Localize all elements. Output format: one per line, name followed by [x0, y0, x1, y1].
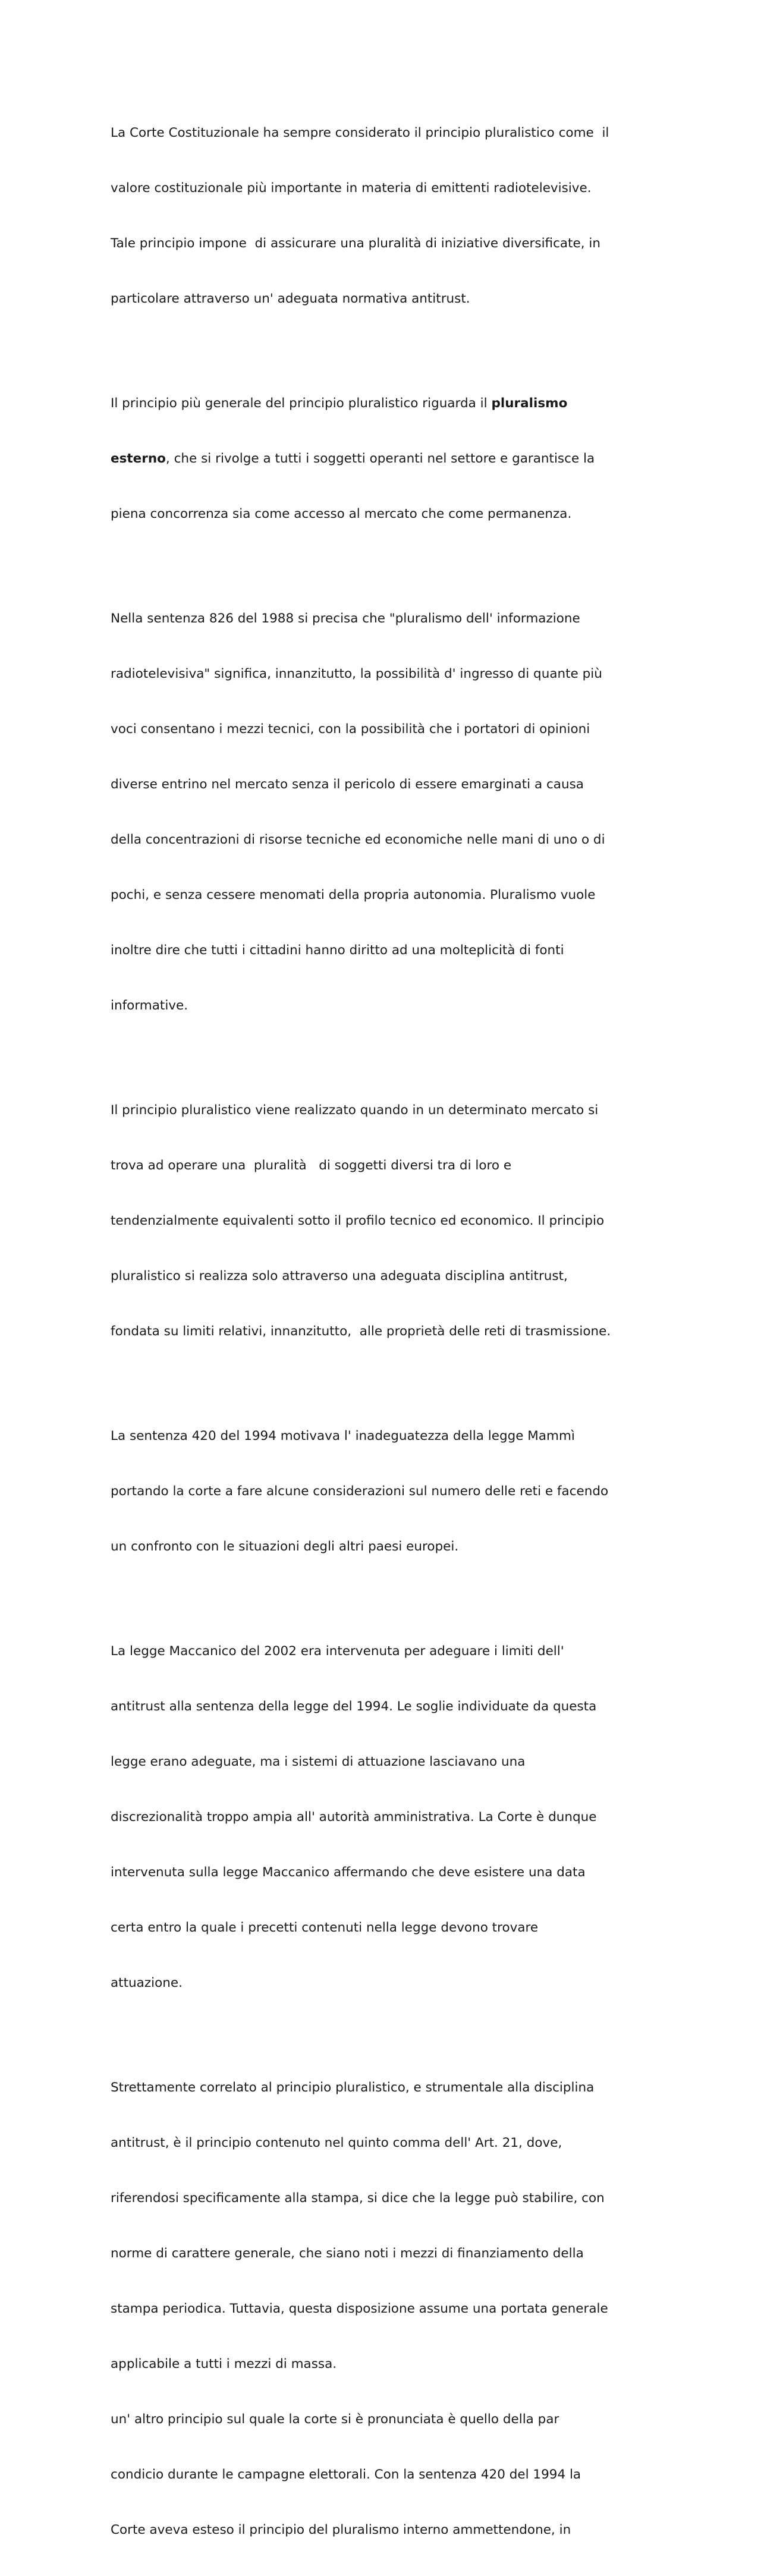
- text-line: Corte aveva esteso il principio del pluralismo interno ammettendone, in: [111, 2522, 571, 2537]
- text-line: particolare attraverso un' adeguata normativa antitrust.: [111, 291, 470, 306]
- text-line: norme di carattere generale, che siano noti i mezzi di finanziamento della: [111, 2246, 584, 2261]
- document-page: [111, 87, 646, 2576]
- text-line: piena concorrenza sia come accesso al mercato che come permanenza.: [111, 507, 572, 521]
- text-line: La Corte Costituzionale ha sempre considerato il principio pluralistico come il: [111, 125, 609, 140]
- bold-term: pluralismo: [491, 396, 568, 411]
- text-line: antitrust alla sentenza della legge del 1994. Le soglie individuate da questa: [111, 1699, 597, 1714]
- text-line: antitrust, è il principio contenuto nel quinto comma dell' Art. 21, dove,: [111, 2135, 562, 2150]
- paragraph-6: [111, 1605, 646, 2029]
- text-line: La legge Maccanico del 2002 era intervenuta per adeguare i limiti dell': [111, 1644, 564, 1659]
- text-line: legge erano adeguate, ma i sistemi di attuazione lasciavano una: [111, 1754, 526, 1769]
- text-line: condicio durante le campagne elettorali. Con la sentenza 420 del 1994 la: [111, 2467, 581, 2482]
- text-line: trova ad operare una pluralità di soggetti diversi tra di loro e: [111, 1158, 512, 1173]
- paragraph-1: [111, 87, 646, 345]
- text-line: informative.: [111, 998, 188, 1013]
- text-run: , che si rivolge a tutti i soggetti operanti nel settore e garantisce la: [165, 451, 595, 466]
- paragraph-3: [111, 573, 646, 1052]
- text-line: radiotelevisiva" significa, innanzitutto, la possibilità d' ingresso di quante più: [111, 666, 602, 681]
- text-line: Nella sentenza 826 del 1988 si precisa che "pluralismo dell' informazione: [111, 611, 580, 626]
- text-line: Strettamente correlato al principio pluralistico, e strumentale alla disciplina: [111, 2080, 595, 2095]
- text-line: un' altro principio sul quale la corte si è pronunciata è quello della par: [111, 2412, 559, 2427]
- text-line: portando la corte a fare alcune considerazioni sul numero delle reti e facendo: [111, 1484, 609, 1499]
- text-line: della concentrazioni di risorse tecniche ed economiche nelle mani di uno o di: [111, 832, 605, 847]
- text-line: intervenuta sulla legge Maccanico affermando che deve esistere una data: [111, 1865, 586, 1880]
- text-line: voci consentano i mezzi tecnici, con la possibilità che i portatori di opinioni: [111, 722, 590, 737]
- text-line: tendenzialmente equivalenti sotto il profilo tecnico ed economico. Il principio: [111, 1213, 605, 1228]
- paragraph-5: [111, 1390, 646, 1593]
- text-line: valore costituzionale più importante in materia di emittenti radiotelevisive.: [111, 181, 592, 196]
- text-line: Il principio pluralistico viene realizzato quando in un determinato mercato si: [111, 1103, 599, 1118]
- text-line: stampa periodica. Tuttavia, questa disposizione assume una portata generale: [111, 2301, 608, 2316]
- paragraph-4: [111, 1064, 646, 1377]
- bold-term: esterno: [111, 451, 166, 466]
- text-line: certa entro la quale i precetti contenuti nella legge devono trovare: [111, 1920, 539, 1935]
- text-line: La sentenza 420 del 1994 motivava l' inadeguatezza della legge Mammì: [111, 1429, 575, 1443]
- text-line: attuazione.: [111, 1976, 183, 1990]
- text-line: [111, 449, 646, 468]
- text-line: inoltre dire che tutti i cittadini hanno diritto ad una molteplicità di fonti: [111, 943, 564, 958]
- paragraph-2: [111, 357, 646, 560]
- text-line: [111, 394, 646, 413]
- text-line: un confronto con le situazioni degli altri paesi europei.: [111, 1539, 459, 1554]
- text-line: Tale principio impone di assicurare una pluralità di iniziative diversificate, in: [111, 236, 601, 251]
- text-line: applicabile a tutti i mezzi di massa.: [111, 2357, 337, 2371]
- text-line: pochi, e senza cessere menomati della propria autonomia. Pluralismo vuole: [111, 888, 596, 902]
- text-line: riferendosi specificamente alla stampa, si dice che la legge può stabilire, con: [111, 2191, 605, 2206]
- text-run: Il principio più generale del principio pluralistico riguarda il: [111, 396, 492, 411]
- text-line: fondata su limiti relativi, innanzitutto, alle proprietà delle reti di trasmissione.: [111, 1324, 611, 1339]
- text-line: discrezionalità troppo ampia all' autorità amministrativa. La Corte è dunque: [111, 1810, 597, 1825]
- text-line: diverse entrino nel mercato senza il pericolo di essere emarginati a causa: [111, 777, 584, 792]
- text-line: pluralistico si realizza solo attraverso una adeguata disciplina antitrust,: [111, 1269, 568, 1284]
- paragraph-7: [111, 2042, 646, 2576]
